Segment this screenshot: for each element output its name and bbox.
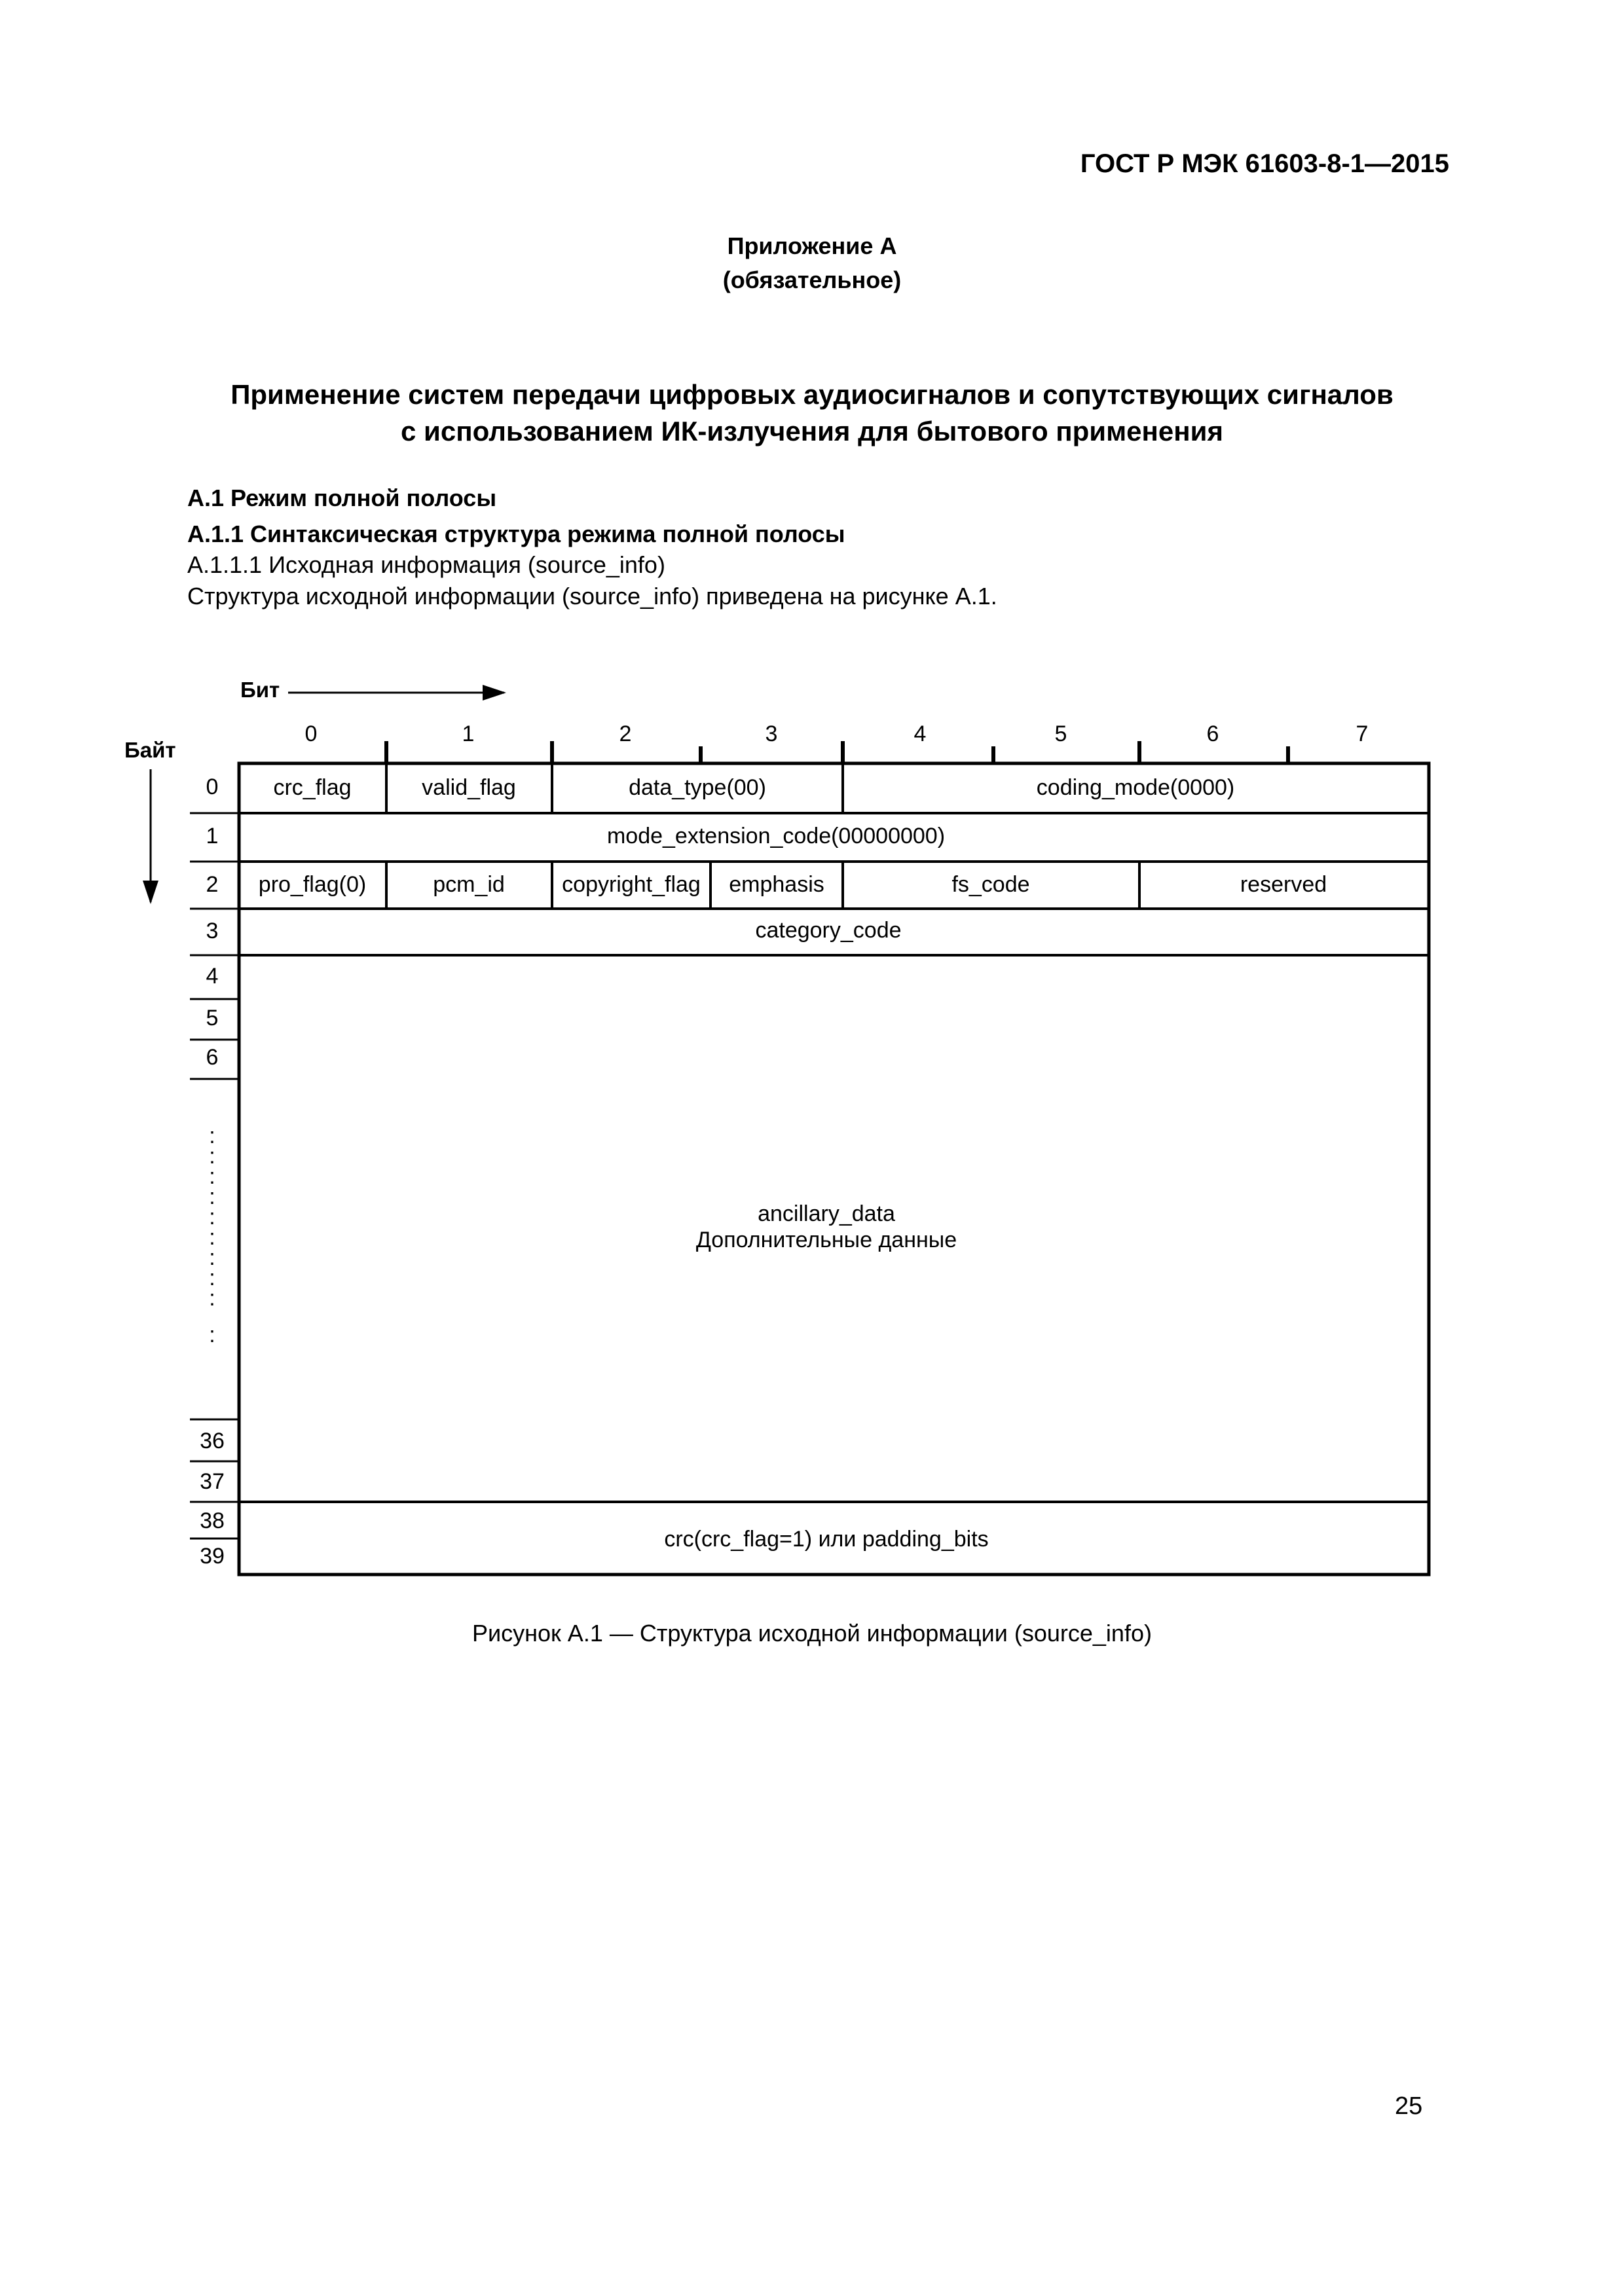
- ellipsis: :: [209, 1286, 215, 1311]
- byte-number-3: 3: [206, 919, 219, 943]
- ellipsis: :: [209, 1164, 215, 1189]
- field-data-type: data_type(00): [629, 775, 766, 800]
- byte-number-39: 39: [200, 1544, 225, 1569]
- field-emphasis: emphasis: [729, 872, 824, 897]
- byte-number-2: 2: [206, 872, 219, 897]
- ellipsis: :: [209, 1144, 215, 1169]
- byte-number-5: 5: [206, 1006, 219, 1030]
- byte-number-36: 36: [200, 1429, 225, 1453]
- ellipsis: :: [209, 1322, 215, 1347]
- bit-number-1: 1: [462, 721, 475, 746]
- bit-number-2: 2: [619, 721, 632, 746]
- annex-title: Приложение А: [727, 232, 897, 259]
- field-ancillary-data: ancillary_data: [758, 1201, 895, 1226]
- bit-number-3: 3: [765, 721, 778, 746]
- section-heading-a11: А.1.1 Синтаксическая структура режима полной полосы: [187, 520, 845, 547]
- byte-number-38: 38: [200, 1508, 225, 1533]
- ellipsis: :: [209, 1266, 215, 1290]
- ellipsis: :: [209, 1245, 215, 1270]
- bit-ticks: [386, 741, 1288, 763]
- field-ancillary-data-ru: Дополнительные данные: [695, 1228, 957, 1252]
- section-heading-a111: А.1.1.1 Исходная информация (source_info): [187, 551, 665, 578]
- byte-number-0: 0: [206, 774, 219, 799]
- byte-number-37: 37: [200, 1469, 225, 1494]
- field-valid-flag: valid_flag: [422, 775, 516, 800]
- byte-axis-label: Байт: [124, 738, 176, 762]
- ellipsis: :: [209, 1225, 215, 1250]
- bit-axis-label: Бит: [240, 678, 280, 702]
- byte-number-6: 6: [206, 1045, 219, 1070]
- field-category-code: category_code: [755, 918, 902, 943]
- row-separators: [239, 813, 1429, 1502]
- field-crc-padding: crc(crc_flag=1) или padding_bits: [664, 1527, 989, 1552]
- field-reserved: reserved: [1240, 872, 1327, 897]
- field-copyright-flag: copyright_flag: [562, 872, 701, 897]
- bit-number-7: 7: [1356, 721, 1369, 746]
- title-line-2: с использованием ИК-излучения для бытового применения: [401, 416, 1223, 446]
- byte-number-1: 1: [206, 824, 219, 848]
- ellipsis: :: [209, 1184, 215, 1209]
- document-number: ГОСТ Р МЭК 61603-8-1—2015: [1080, 149, 1449, 178]
- byte-number-4: 4: [206, 964, 219, 989]
- page-number: 25: [1395, 2092, 1423, 2120]
- body-paragraph: Структура исходной информации (source_info) приведена на рисунке А.1.: [187, 583, 997, 610]
- field-crc-flag: crc_flag: [273, 775, 352, 800]
- section-heading-a1: А.1 Режим полной полосы: [187, 484, 497, 511]
- bit-number-0: 0: [304, 721, 318, 746]
- field-coding-mode: coding_mode(0000): [1036, 775, 1235, 800]
- field-fs-code: fs_code: [951, 872, 1030, 897]
- figure-caption: Рисунок А.1 — Структура исходной информации (source_info): [472, 1620, 1152, 1647]
- field-mode-extension-code: mode_extension_code(00000000): [606, 824, 946, 848]
- bit-number-5: 5: [1054, 721, 1067, 746]
- ellipsis: :: [209, 1123, 215, 1148]
- title-line-1: Применение систем передачи цифровых аудиосигналов и сопутствующих сигналов: [231, 379, 1393, 410]
- field-pro-flag: pro_flag(0): [258, 872, 367, 897]
- field-pcm-id: pcm_id: [433, 872, 505, 897]
- ellipsis: :: [209, 1205, 215, 1230]
- annex-status: (обязательное): [722, 266, 902, 293]
- bit-number-6: 6: [1206, 721, 1219, 746]
- bit-number-4: 4: [913, 721, 927, 746]
